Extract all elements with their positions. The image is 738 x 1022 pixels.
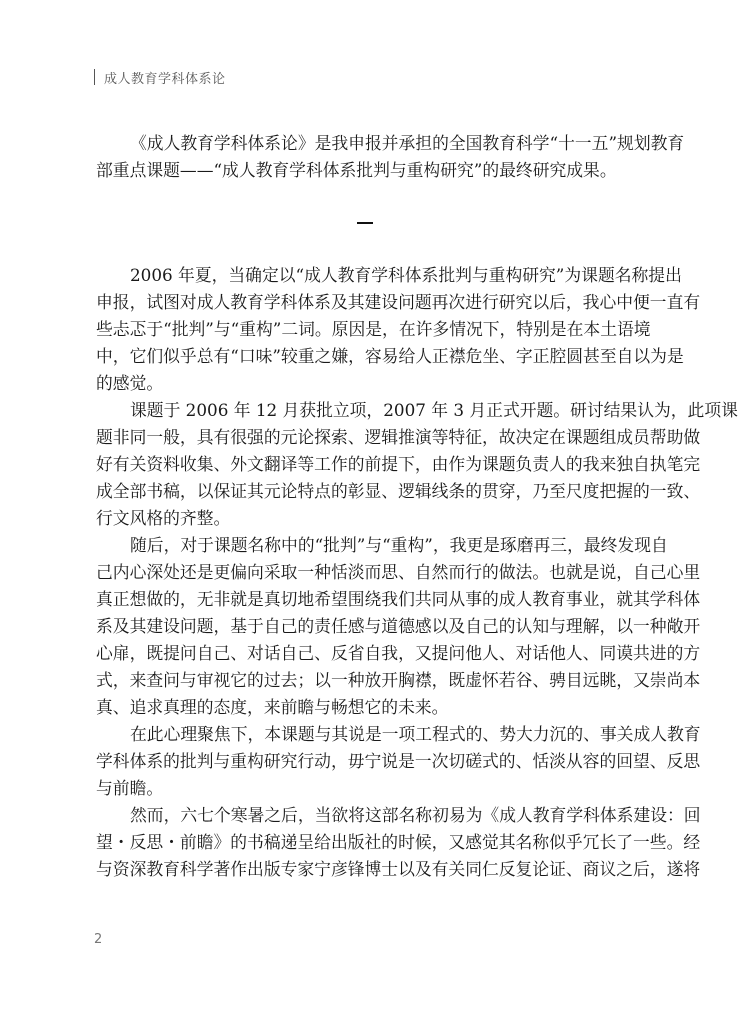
paragraph <box>96 802 701 883</box>
body-text <box>96 262 738 883</box>
paragraph <box>96 262 701 397</box>
page-number: 2 <box>94 932 103 947</box>
text-line: 与前瞻。 <box>96 778 164 798</box>
text-line: 在此心理聚焦下，本课题与其说是一项工程式的、势大力沉的、事关成人教育 <box>130 724 701 744</box>
text-line: 《成人教育学科体系论》是我申报并承担的全国教育科学“十一五”规划教育 <box>130 133 685 153</box>
text-line: 然而，六七个寒暑之后，当欲将这部名称初易为《成人教育学科体系建设：回 <box>130 805 701 825</box>
paragraph <box>96 532 701 721</box>
text-line: 成全部书稿，以保证其元论特点的彰显、逻辑线条的贯穿，乃至尺度把握的一致、 <box>96 481 701 501</box>
running-header <box>94 68 226 86</box>
text-line: 真正想做的，无非就是真切地希望围绕我们共同从事的成人教育事业，就其学科体 <box>96 589 701 609</box>
running-title: 成人教育学科体系论 <box>104 71 226 87</box>
text-line: 中，它们似乎总有“口味”较重之嫌，容易给人正襟危坐、字正腔圆甚至自以为是 <box>96 346 684 366</box>
text-line: 式，来查问与审视它的过去；以一种放开胸襟，既虚怀若谷、骋目远眺，又崇尚本 <box>96 670 701 690</box>
text-line: 2006 年夏，当确定以“成人教育学科体系批判与重构研究”为课题名称提出 <box>130 265 682 285</box>
paragraph <box>96 397 738 532</box>
section-number-one <box>357 222 373 224</box>
paragraph <box>96 721 701 802</box>
text-line: 真、追求真理的态度，来前瞻与畅想它的未来。 <box>96 697 449 717</box>
text-line: 行文风格的齐整。 <box>96 508 231 528</box>
text-line: 学科体系的批判与重构研究行动，毋宁说是一次切磋式的、恬淡从容的回望、反思 <box>96 751 701 771</box>
header-divider <box>94 69 95 85</box>
text-line: 题非同一般，具有很强的元论探索、逻辑推演等特征，故决定在课题组成员帮助做 <box>96 427 701 447</box>
paragraph <box>96 130 685 184</box>
text-line: 申报，试图对成人教育学科体系及其建设问题再次进行研究以后，我心中便一直有 <box>96 292 701 312</box>
text-line: 己内心深处还是更偏向采取一种恬淡而思、自然而行的做法。也就是说，自己心里 <box>96 562 701 582</box>
text-line: 与资深教育科学著作出版专家宁彦锋博士以及有关同仁反复论证、商议之后，遂将 <box>96 859 701 879</box>
intro-paragraph <box>96 130 685 184</box>
text-line: 望・反思・前瞻》的书稿递呈给出版社的时候，又感觉其名称似乎冗长了一些。经 <box>96 832 701 852</box>
text-line: 随后，对于课题名称中的“批判”与“重构”，我更是琢磨再三，最终发现自 <box>130 535 668 555</box>
text-line: 些忐忑于“批判”与“重构”二词。原因是，在许多情况下，特别是在本土语境 <box>96 319 651 339</box>
text-line: 系及其建设问题，基于自己的责任感与道德感以及自己的认知与理解，以一种敞开 <box>96 616 701 636</box>
text-line: 部重点课题——“成人教育学科体系批判与重构研究”的最终研究成果。 <box>96 160 617 180</box>
text-line: 的感觉。 <box>96 373 164 393</box>
text-line: 课题于 2006 年 12 月获批立项，2007 年 3 月正式开题。研讨结果认为，此项课 <box>130 400 738 420</box>
text-line: 心扉，既提问自己、对话自己、反省自我，又提问他人、对话他人、同谟共进的方 <box>96 643 701 663</box>
text-line: 好有关资料收集、外文翻译等工作的前提下，由作为课题负责人的我来独自执笔完 <box>96 454 701 474</box>
